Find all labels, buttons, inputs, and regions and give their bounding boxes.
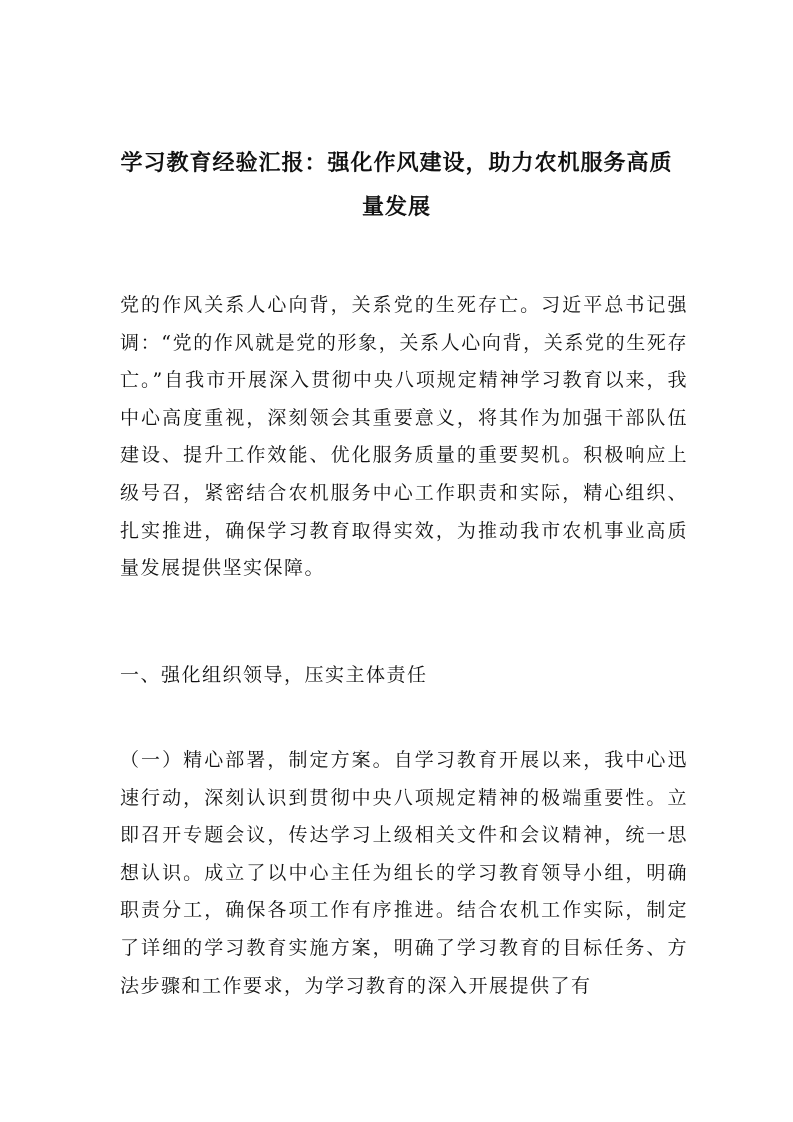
section-paragraph-block bbox=[120, 742, 688, 1005]
section-heading: 一、强化组织领导，压实主体责任 bbox=[120, 664, 428, 686]
document-title: 学习教育经验汇报：强化作风建设，助力农机服务高质量发展 bbox=[120, 149, 673, 220]
intro-paragraph: 党的作风关系人心向背，关系党的生死存亡。习近平总书记强调：“党的作风就是党的形象，关系人心向背，关系党的生死存亡。”自我市开展深入贯彻中央八项规定精神学习教育以来，我中心高度重视，深刻领会其重要意义，将其作为加强干部队伍建设、提升工作效能、优化服务质量的重要契机。积极响应上级号召，紧密结合农机服务中心工作职责和实际，精心组织、扎实推进，确保学习教育取得实效，为推动我市农机事业高质量发展提供坚实保障。 bbox=[120, 294, 688, 580]
section-paragraph: （一）精心部署，制定方案。自学习教育开展以来，我中心迅速行动，深刻认识到贯彻中央八项规定精神的极端重要性。立即召开专题会议，传达学习上级相关文件和会议精神，统一思想认识。成立了以中心主任为组长的学习教育领导小组，明确职责分工，确保各项工作有序推进。结合农机工作实际，制定了详细的学习教育实施方案，明确了学习教育的目标任务、方法步骤和工作要求，为学习教育的深入开展提供了有 bbox=[120, 749, 688, 997]
section-heading-block bbox=[120, 657, 688, 695]
intro-paragraph-block bbox=[120, 287, 688, 588]
